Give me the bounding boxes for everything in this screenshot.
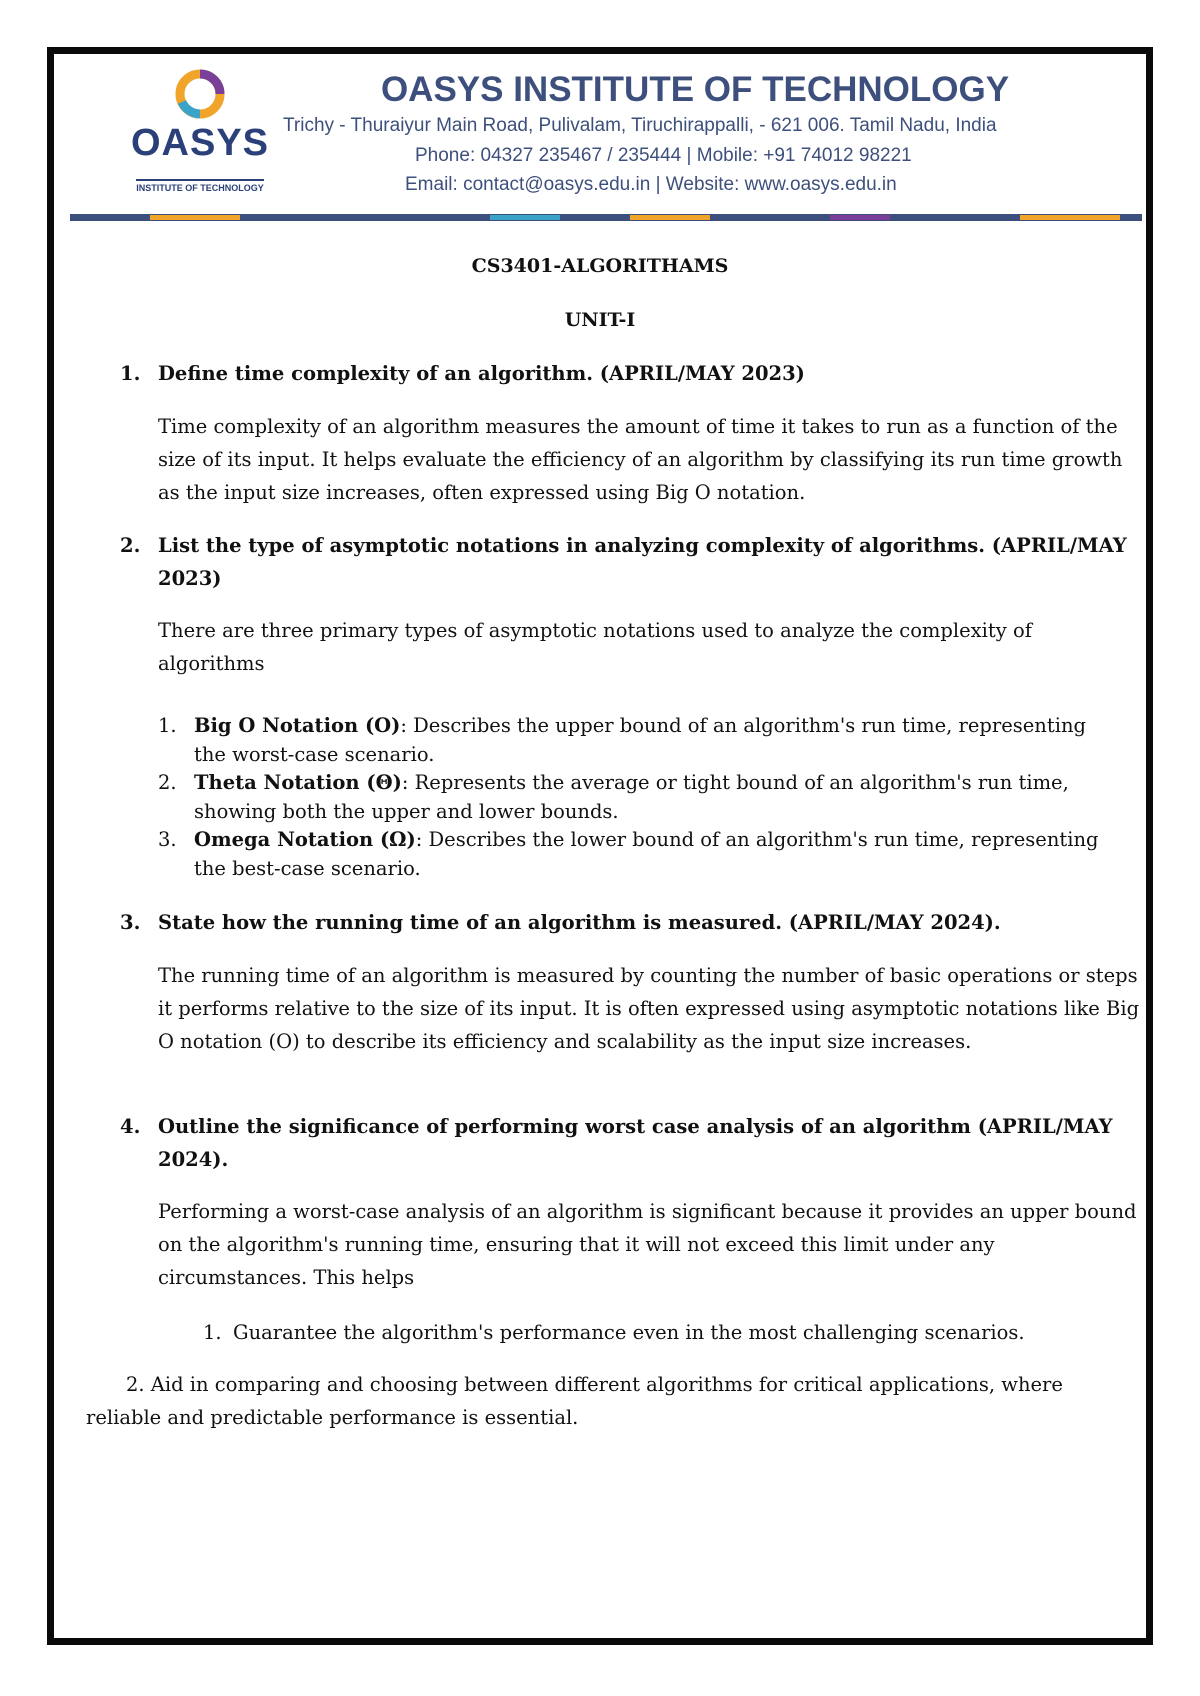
list-item — [203, 1316, 1103, 1349]
list-item-text: : Describes the upper bound of an algorithm's run time, representing the worst-case scenario. — [194, 714, 1086, 766]
institute-name: OASYS INSTITUTE OF TECHNOLOGY — [380, 70, 1010, 109]
logo-subtitle: INSTITUTE OF TECHNOLOGY — [136, 179, 264, 193]
institute-phone: Phone: 04327 235467 / 235444 | Mobile: +91 74012 98221 — [415, 145, 912, 166]
question-3 — [120, 906, 1150, 939]
course-title: CS3401-ALGORITHAMS — [471, 255, 729, 277]
list-item — [158, 711, 1118, 769]
question-text: Outline the significance of performing worst case analysis of an algorithm (APRIL/MAY 2024). — [158, 1115, 1113, 1171]
question-text: List the type of asymptotic notations in analyzing complexity of algorithms. (APRIL/MAY 2023) — [158, 534, 1127, 590]
unit-title: UNIT-I — [564, 309, 636, 331]
list-item-term: Theta Notation (Θ) — [194, 771, 402, 794]
answer-3: The running time of an algorithm is measured by counting the number of basic operations or steps it performs relative to the size of its input. It is often expressed using asymptotic notations like Big O notation (O) to describe its efficiency and scalability as the input size increases. — [158, 964, 1140, 1053]
answer-4: Performing a worst-case analysis of an algorithm is significant because it provides an upper bound on the algorithm's running time, ensuring that it will not exceed this limit under any circumstances. This helps — [158, 1200, 1137, 1289]
list-item — [158, 825, 1118, 883]
list-item-number: 3. — [158, 828, 177, 851]
question-4 — [120, 1110, 1150, 1176]
list-item-number: 2. — [158, 771, 177, 794]
institute-logo — [130, 68, 270, 198]
list-item-text: Guarantee the algorithm's performance even in the most challenging scenarios. — [233, 1321, 1025, 1344]
question-2 — [120, 529, 1150, 595]
institute-email: Email: contact@oasys.edu.in | Website: www.oasys.edu.in — [405, 174, 897, 195]
logo-ring-icon — [130, 68, 270, 128]
list-item-number: 1. — [158, 714, 177, 737]
question-number: 3. — [120, 911, 141, 934]
list-item-term: Big O Notation (O) — [194, 714, 401, 737]
list-item-number: 1. — [203, 1321, 222, 1344]
list-item — [158, 768, 1118, 826]
answer-1: Time complexity of an algorithm measures the amount of time it takes to run as a function of the size of its input. It helps evaluate the efficiency of an algorithm by classifying its run time growth as the input size increases, often expressed using Big O notation. — [158, 415, 1123, 504]
question-number: 2. — [120, 534, 141, 557]
institute-address: Trichy - Thuraiyur Main Road, Pulivalam, Tiruchirappalli, - 621 006. Tamil Nadu, India — [283, 115, 997, 136]
question-text: Define time complexity of an algorithm. (APRIL/MAY 2023) — [158, 362, 805, 385]
question-1 — [120, 357, 1150, 390]
list-item-term: Omega Notation (Ω) — [194, 828, 416, 851]
list-item-text: : Describes the lower bound of an algorithm's run time, representing the best-case scenario. — [194, 828, 1099, 880]
logo-wordmark: OASYS — [130, 122, 270, 164]
answer-4-point-2: 2. Aid in comparing and choosing between different algorithms for critical applications, where reliable and predictable performance is essential. — [86, 1373, 1063, 1429]
list-item-text: : Represents the average or tight bound of an algorithm's run time, showing both the upper and lower bounds. — [194, 771, 1069, 823]
header-divider — [70, 214, 1142, 221]
question-text: State how the running time of an algorithm is measured. (APRIL/MAY 2024). — [158, 911, 1001, 934]
answer-2: There are three primary types of asymptotic notations used to analyze the complexity of algorithms — [158, 619, 1032, 675]
question-number: 1. — [120, 362, 141, 385]
question-number: 4. — [120, 1115, 141, 1138]
